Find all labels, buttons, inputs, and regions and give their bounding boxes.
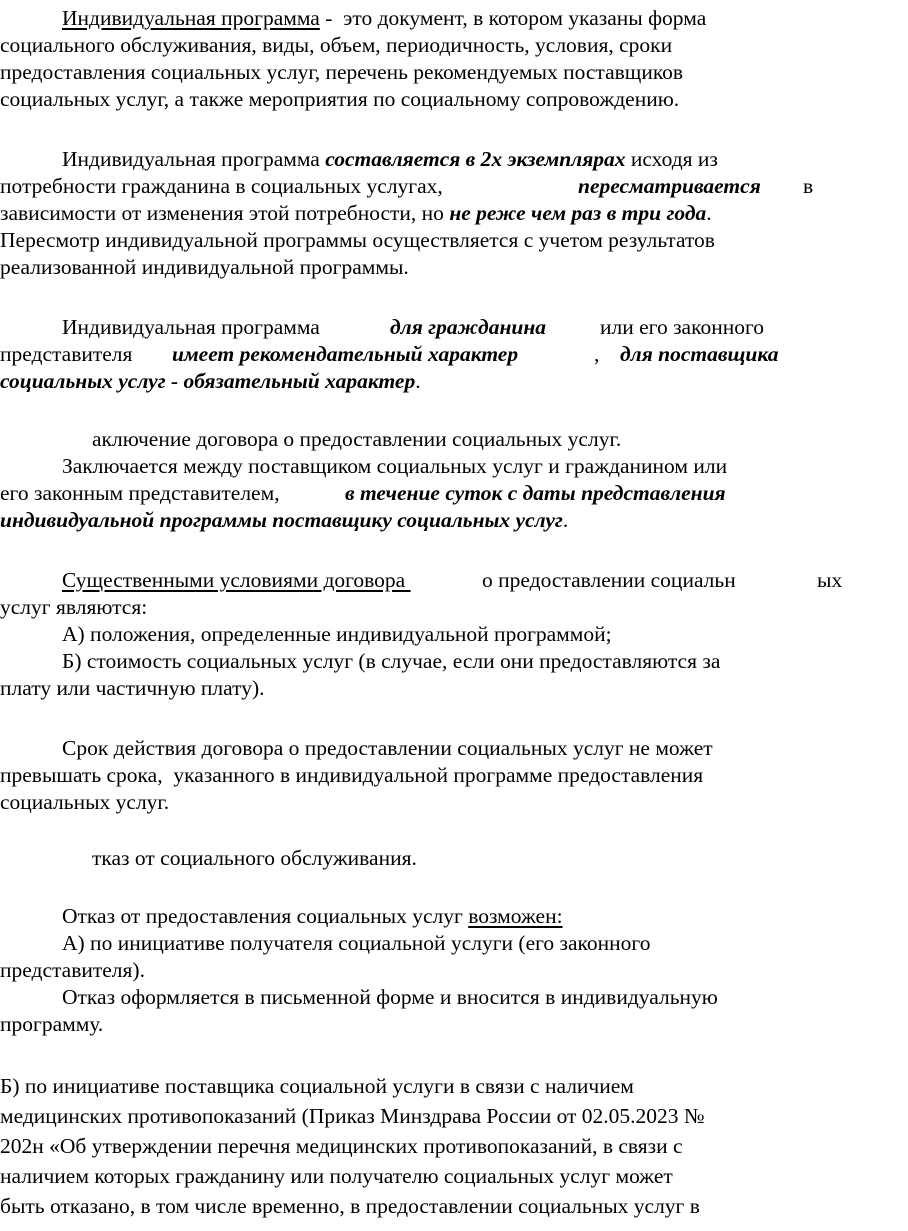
p8-line-5: программу.: [0, 1012, 104, 1036]
section-heading-contract: аключение договора о предоставлении социальных услуг.: [92, 427, 622, 451]
p2-line-3: зависимости от изменения этой потребности, но не реже чем раз в три года.: [0, 201, 712, 225]
p8-line-1: Отказ от предоставления социальных услуг возможен:: [62, 904, 563, 928]
p9-line-5: быть отказано, в том числе временно, в предоставлении социальных услуг в: [0, 1194, 700, 1218]
p5-line-5: плату или частичную плату).: [0, 676, 265, 700]
emphasis-for-citizen: для гражданина: [390, 315, 547, 339]
emphasis-within-day: в течение суток с даты представления: [345, 481, 726, 505]
p5-line-1: Существенными условиями договора о предоставлении социальн ых: [62, 568, 843, 592]
p2-line-4: Пересмотр индивидуальной программы осуществляется с учетом результатов: [0, 228, 715, 252]
p6-line-3: социальных услуг.: [0, 790, 170, 814]
p1-line-2: социального обслуживания, виды, объем, периодичность, условия, сроки: [0, 33, 673, 57]
p9-line-3: 202н «Об утверждении перечня медицинских противопоказаний, в связи с: [0, 1134, 683, 1158]
p3-line-1: Индивидуальная программа для гражданина или его законного: [62, 315, 765, 339]
p5-line-2: услуг являются:: [0, 595, 148, 619]
p6-line-2: превышать срока, указанного в индивидуальной программе предоставления: [0, 763, 704, 787]
p1-line-4: социальных услуг, а также мероприятия по социальному сопровождению.: [0, 87, 680, 111]
emphasis-for-provider: для поставщика: [620, 342, 779, 366]
p8-line-2: А) по инициативе получателя социальной услуги (его законного: [62, 931, 651, 955]
emphasis-every-three-years: не реже чем раз в три года: [449, 201, 707, 225]
emphasis-two-copies: составляется в 2х экземплярах: [325, 147, 626, 171]
p4-line-1: Заключается между поставщиком социальных услуг и гражданином или: [62, 454, 728, 478]
p8-line-4: Отказ оформляется в письменной форме и вносится в индивидуальную: [62, 985, 718, 1009]
emphasis-revised: пересматривается: [578, 174, 761, 198]
p1-line-3: предоставления социальных услуг, перечень рекомендуемых поставщиков: [0, 60, 684, 84]
p2-line-1: Индивидуальная программа составляется в 2х экземплярах исходя из: [62, 147, 718, 171]
p8-line-3: представителя).: [0, 958, 145, 982]
p1-line-1: Индивидуальная программа - это документ, в котором указаны форма: [62, 6, 707, 30]
p3-line-2: представителя имеет рекомендательный характер , для поставщика: [0, 342, 779, 366]
p6-line-1: Срок действия договора о предоставлении социальных услуг не может: [62, 736, 713, 760]
p5-line-4: Б) стоимость социальных услуг (в случае, если они предоставляются за: [62, 649, 721, 673]
emphasis-recommendatory: имеет рекомендательный характер: [172, 342, 519, 366]
emphasis-mandatory: социальных услуг - обязательный характер: [0, 369, 416, 393]
p9-line-1: Б) по инициативе поставщика социальной услуги в связи с наличием: [0, 1074, 634, 1098]
p3-line-3: социальных услуг - обязательный характер.: [0, 369, 421, 393]
term-possible: возможен:: [468, 904, 563, 928]
p5-line-3: А) положения, определенные индивидуальной программой;: [62, 622, 612, 646]
p9-line-2: медицинских противопоказаний (Приказ Минздрава России от 02.05.2023 №: [0, 1104, 705, 1128]
section-heading-refusal: тказ от социального обслуживания.: [92, 846, 417, 870]
term-individual-program: Индивидуальная программа: [62, 6, 320, 30]
p2-line-2: потребности гражданина в социальных услугах, пересматривается в: [0, 174, 814, 198]
p4-line-2: его законным представителем, в течение суток с даты представления: [0, 481, 726, 505]
p2-line-5: реализованной индивидуальной программы.: [0, 255, 409, 279]
term-essential-conditions: Существенными условиями договора: [62, 568, 411, 592]
p4-line-3: индивидуальной программы поставщику социальных услуг.: [0, 508, 569, 532]
p9-line-4: наличием которых гражданину или получателю социальных услуг может: [0, 1164, 673, 1188]
